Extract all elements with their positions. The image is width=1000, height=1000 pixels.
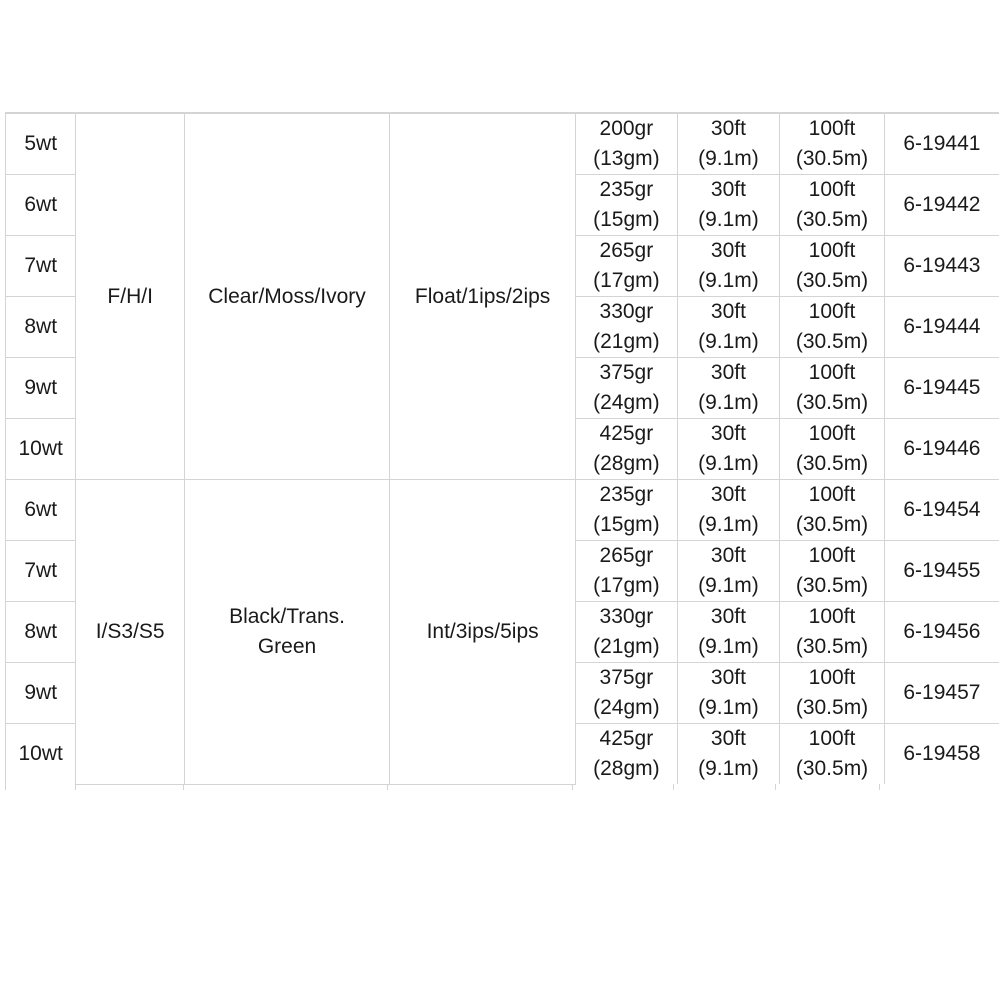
product-code-cell: 6-19455 bbox=[884, 541, 999, 602]
product-code-cell: 6-19444 bbox=[884, 297, 999, 358]
head-length-cell-metric: (9.1m) bbox=[698, 330, 759, 353]
head-length-cell-imperial: 30ft bbox=[710, 483, 746, 506]
table-body bbox=[6, 113, 1000, 784]
taper-cell: I/S3/S5 bbox=[76, 480, 185, 785]
grain-weight-cell bbox=[576, 663, 678, 724]
total-length-cell-imperial: 100ft bbox=[808, 239, 856, 262]
total-length-cell bbox=[780, 297, 885, 358]
grain-weight-cell-metric: (15gm) bbox=[593, 208, 660, 231]
grain-weight-cell bbox=[576, 724, 678, 785]
head-length-cell bbox=[677, 358, 780, 419]
head-length-cell-imperial: 30ft bbox=[710, 361, 746, 384]
density-cell: Int/3ips/5ips bbox=[390, 480, 576, 785]
table-bottom-edge bbox=[5, 784, 999, 790]
total-length-cell bbox=[780, 358, 885, 419]
table-row bbox=[6, 480, 1000, 541]
head-length-cell-metric: (9.1m) bbox=[698, 635, 759, 658]
grain-weight-cell bbox=[576, 175, 678, 236]
product-code-cell: 6-19456 bbox=[884, 602, 999, 663]
grain-weight-cell bbox=[576, 236, 678, 297]
total-length-cell-metric: (30.5m) bbox=[795, 574, 869, 597]
grain-weight-cell bbox=[576, 297, 678, 358]
total-length-cell bbox=[780, 236, 885, 297]
color-line-2: Green bbox=[257, 634, 317, 658]
grain-weight-cell-imperial: 235gr bbox=[599, 178, 654, 201]
total-length-cell-metric: (30.5m) bbox=[795, 696, 869, 719]
head-length-cell-metric: (9.1m) bbox=[698, 391, 759, 414]
total-length-cell-metric: (30.5m) bbox=[795, 147, 869, 170]
grain-weight-cell-metric: (28gm) bbox=[593, 757, 660, 780]
line-weight-cell: 6wt bbox=[6, 480, 76, 541]
head-length-cell-imperial: 30ft bbox=[710, 605, 746, 628]
grain-weight-cell-imperial: 425gr bbox=[599, 727, 654, 750]
grain-weight-cell-imperial: 330gr bbox=[599, 300, 654, 323]
total-length-cell-metric: (30.5m) bbox=[795, 513, 869, 536]
product-code-cell: 6-19442 bbox=[884, 175, 999, 236]
grain-weight-cell bbox=[576, 480, 678, 541]
total-length-cell-metric: (30.5m) bbox=[795, 330, 869, 353]
grain-weight-cell-metric: (28gm) bbox=[593, 452, 660, 475]
grain-weight-cell-imperial: 265gr bbox=[599, 544, 654, 567]
grain-weight-cell-metric: (13gm) bbox=[593, 147, 660, 170]
grain-weight-cell-metric: (24gm) bbox=[593, 391, 660, 414]
line-weight-cell: 7wt bbox=[6, 236, 76, 297]
grain-weight-cell-metric: (17gm) bbox=[593, 574, 660, 597]
line-weight-cell: 7wt bbox=[6, 541, 76, 602]
grain-weight-cell bbox=[576, 358, 678, 419]
grain-weight-cell-metric: (15gm) bbox=[593, 513, 660, 536]
total-length-cell-metric: (30.5m) bbox=[795, 391, 869, 414]
head-length-cell bbox=[677, 236, 780, 297]
grain-weight-cell-metric: (21gm) bbox=[593, 635, 660, 658]
grain-weight-cell-metric: (17gm) bbox=[593, 269, 660, 292]
color-line-1: Black/Trans. bbox=[229, 604, 345, 628]
head-length-cell-imperial: 30ft bbox=[710, 666, 746, 689]
total-length-cell-imperial: 100ft bbox=[808, 117, 856, 140]
head-length-cell-imperial: 30ft bbox=[710, 300, 746, 323]
total-length-cell bbox=[780, 175, 885, 236]
head-length-cell-metric: (9.1m) bbox=[698, 208, 759, 231]
line-weight-cell: 6wt bbox=[6, 175, 76, 236]
total-length-cell-metric: (30.5m) bbox=[795, 452, 869, 475]
head-length-cell-imperial: 30ft bbox=[710, 422, 746, 445]
total-length-cell bbox=[780, 113, 885, 175]
grain-weight-cell-imperial: 375gr bbox=[599, 361, 654, 384]
color-cell bbox=[184, 113, 389, 480]
head-length-cell-metric: (9.1m) bbox=[698, 574, 759, 597]
grain-weight-cell-metric: (21gm) bbox=[593, 330, 660, 353]
grain-weight-cell bbox=[576, 541, 678, 602]
product-code-cell: 6-19457 bbox=[884, 663, 999, 724]
line-weight-cell: 8wt bbox=[6, 602, 76, 663]
total-length-cell-imperial: 100ft bbox=[808, 300, 856, 323]
line-weight-cell: 8wt bbox=[6, 297, 76, 358]
grain-weight-cell-imperial: 425gr bbox=[599, 422, 654, 445]
head-length-cell-metric: (9.1m) bbox=[698, 513, 759, 536]
total-length-cell bbox=[780, 541, 885, 602]
line-weight-cell: 10wt bbox=[6, 724, 76, 785]
head-length-cell-imperial: 30ft bbox=[710, 727, 746, 750]
total-length-cell-imperial: 100ft bbox=[808, 605, 856, 628]
grain-weight-cell-imperial: 375gr bbox=[599, 666, 654, 689]
head-length-cell-imperial: 30ft bbox=[710, 117, 746, 140]
total-length-cell-imperial: 100ft bbox=[808, 666, 856, 689]
head-length-cell bbox=[677, 113, 780, 175]
grain-weight-cell-imperial: 235gr bbox=[599, 483, 654, 506]
head-length-cell-metric: (9.1m) bbox=[698, 757, 759, 780]
line-weight-cell: 9wt bbox=[6, 358, 76, 419]
line-weight-cell: 9wt bbox=[6, 663, 76, 724]
total-length-cell-imperial: 100ft bbox=[808, 727, 856, 750]
total-length-cell-metric: (30.5m) bbox=[795, 269, 869, 292]
color-line-1: Clear/Moss/Ivory bbox=[208, 284, 366, 308]
total-length-cell-imperial: 100ft bbox=[808, 178, 856, 201]
color-cell bbox=[184, 480, 389, 785]
product-code-cell: 6-19458 bbox=[884, 724, 999, 785]
head-length-cell-imperial: 30ft bbox=[710, 178, 746, 201]
fly-line-spec-table bbox=[5, 112, 999, 785]
head-length-cell bbox=[677, 175, 780, 236]
head-length-cell-metric: (9.1m) bbox=[698, 696, 759, 719]
total-length-cell-imperial: 100ft bbox=[808, 483, 856, 506]
product-code-cell: 6-19445 bbox=[884, 358, 999, 419]
head-length-cell bbox=[677, 602, 780, 663]
product-code-cell: 6-19443 bbox=[884, 236, 999, 297]
head-length-cell-imperial: 30ft bbox=[710, 544, 746, 567]
head-length-cell-metric: (9.1m) bbox=[698, 147, 759, 170]
head-length-cell-metric: (9.1m) bbox=[698, 452, 759, 475]
grain-weight-cell bbox=[576, 602, 678, 663]
line-weight-cell: 10wt bbox=[6, 419, 76, 480]
total-length-cell bbox=[780, 602, 885, 663]
total-length-cell-imperial: 100ft bbox=[808, 544, 856, 567]
table-row bbox=[6, 113, 1000, 175]
total-length-cell bbox=[780, 480, 885, 541]
taper-cell: F/H/I bbox=[76, 113, 185, 480]
total-length-cell-metric: (30.5m) bbox=[795, 757, 869, 780]
grain-weight-cell bbox=[576, 419, 678, 480]
line-weight-cell: 5wt bbox=[6, 113, 76, 175]
grain-weight-cell-imperial: 265gr bbox=[599, 239, 654, 262]
density-cell: Float/1ips/2ips bbox=[390, 113, 576, 480]
total-length-cell bbox=[780, 663, 885, 724]
total-length-cell-metric: (30.5m) bbox=[795, 635, 869, 658]
product-code-cell: 6-19441 bbox=[884, 113, 999, 175]
product-code-cell: 6-19446 bbox=[884, 419, 999, 480]
grain-weight-cell bbox=[576, 113, 678, 175]
total-length-cell bbox=[780, 724, 885, 785]
head-length-cell bbox=[677, 480, 780, 541]
product-code-cell: 6-19454 bbox=[884, 480, 999, 541]
head-length-cell bbox=[677, 419, 780, 480]
head-length-cell bbox=[677, 297, 780, 358]
grain-weight-cell-imperial: 200gr bbox=[599, 117, 654, 140]
grain-weight-cell-imperial: 330gr bbox=[599, 605, 654, 628]
total-length-cell-imperial: 100ft bbox=[808, 422, 856, 445]
total-length-cell-metric: (30.5m) bbox=[795, 208, 869, 231]
head-length-cell bbox=[677, 541, 780, 602]
total-length-cell bbox=[780, 419, 885, 480]
head-length-cell bbox=[677, 663, 780, 724]
head-length-cell-imperial: 30ft bbox=[710, 239, 746, 262]
head-length-cell-metric: (9.1m) bbox=[698, 269, 759, 292]
grain-weight-cell-metric: (24gm) bbox=[593, 696, 660, 719]
head-length-cell bbox=[677, 724, 780, 785]
total-length-cell-imperial: 100ft bbox=[808, 361, 856, 384]
